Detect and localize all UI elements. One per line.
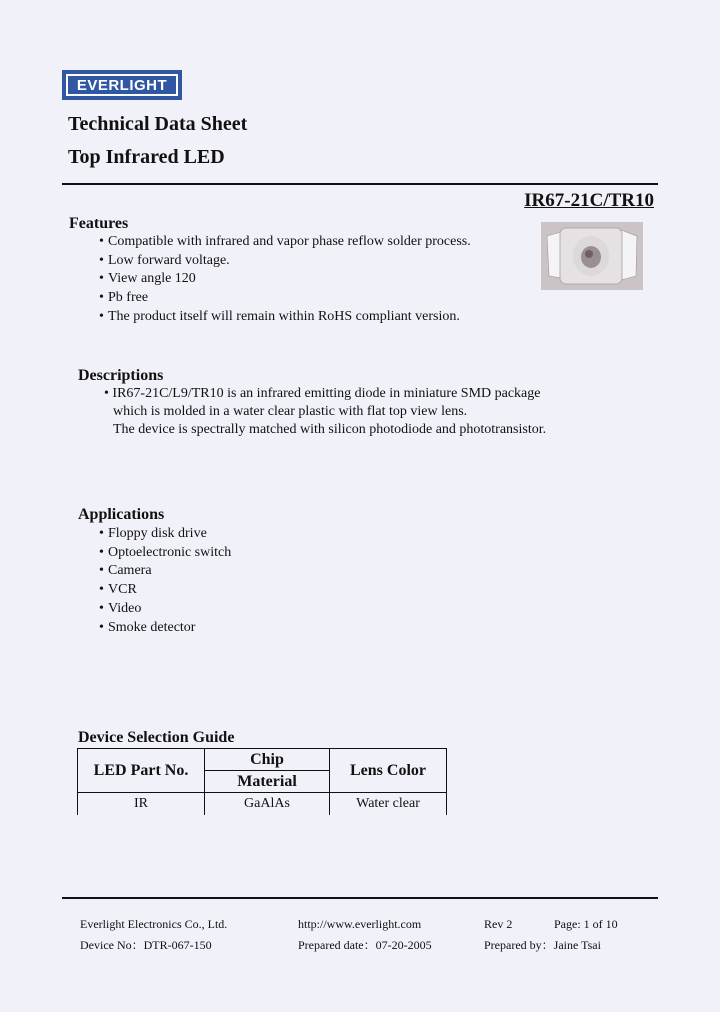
description-line-1 <box>104 385 541 403</box>
applications-list <box>99 525 231 637</box>
cell-material: GaAlAs <box>205 793 330 815</box>
applications-heading: Applications <box>78 506 165 523</box>
header-divider <box>62 183 658 185</box>
part-number: IR67-21C/TR10 <box>524 190 654 211</box>
everlight-logo <box>62 70 182 100</box>
cell-lens: Water clear <box>330 793 447 815</box>
description-line-3: The device is spectrally matched with silicon photodiode and phototransistor. <box>113 422 547 437</box>
footer-page: Page: 1 of 10 <box>554 917 618 931</box>
list-item: • Floppy disk drive <box>99 525 231 544</box>
list-item: • View angle 120 <box>99 270 471 289</box>
list-item: • Smoke detector <box>99 619 231 638</box>
features-heading: Features <box>69 215 129 232</box>
header-led-part-no: LED Part No. <box>78 749 205 793</box>
list-item: • Video <box>99 600 231 619</box>
features-list <box>99 233 471 327</box>
header-material: Material <box>205 771 330 793</box>
doc-title: Technical Data Sheet <box>68 113 248 135</box>
footer-device-no: Device No：DTR-067-150 <box>80 938 212 952</box>
list-item: • Compatible with infrared and vapor phase reflow solder process. <box>99 233 471 252</box>
bullet-glyph: • <box>104 386 109 401</box>
footer-url[interactable]: http://www.everlight.com <box>298 917 422 931</box>
table-row <box>78 793 447 815</box>
footer-rev: Rev 2 <box>484 917 513 931</box>
footer-company: Everlight Electronics Co., Ltd. <box>80 917 228 931</box>
footer-divider <box>62 897 658 899</box>
selection-guide-table <box>77 748 447 815</box>
descriptions-heading: Descriptions <box>78 367 164 384</box>
selection-guide-heading: Device Selection Guide <box>78 729 235 746</box>
doc-subtitle: Top Infrared LED <box>68 146 225 168</box>
description-text-1: IR67-21C/L9/TR10 is an infrared emitting diode in miniature SMD package <box>112 386 541 401</box>
footer-prepared-date: Prepared date：07-20-2005 <box>298 938 432 952</box>
led-product-photo <box>541 222 643 290</box>
list-item: • Low forward voltage. <box>99 252 471 271</box>
list-item: • Camera <box>99 562 231 581</box>
description-line-2: which is molded in a water clear plastic with flat top view lens. <box>113 404 468 419</box>
header-chip: Chip <box>205 749 330 771</box>
list-item: • Pb free <box>99 289 471 308</box>
list-item: • Optoelectronic switch <box>99 544 231 563</box>
list-item: • VCR <box>99 581 231 600</box>
logo-text: EVERLIGHT <box>66 74 178 96</box>
list-item: • The product itself will remain within RoHS compliant version. <box>99 308 471 327</box>
cell-part: IR <box>78 793 205 815</box>
footer-prepared-by: Prepared by：Jaine Tsai <box>484 938 601 952</box>
header-lens-color: Lens Color <box>330 749 447 793</box>
